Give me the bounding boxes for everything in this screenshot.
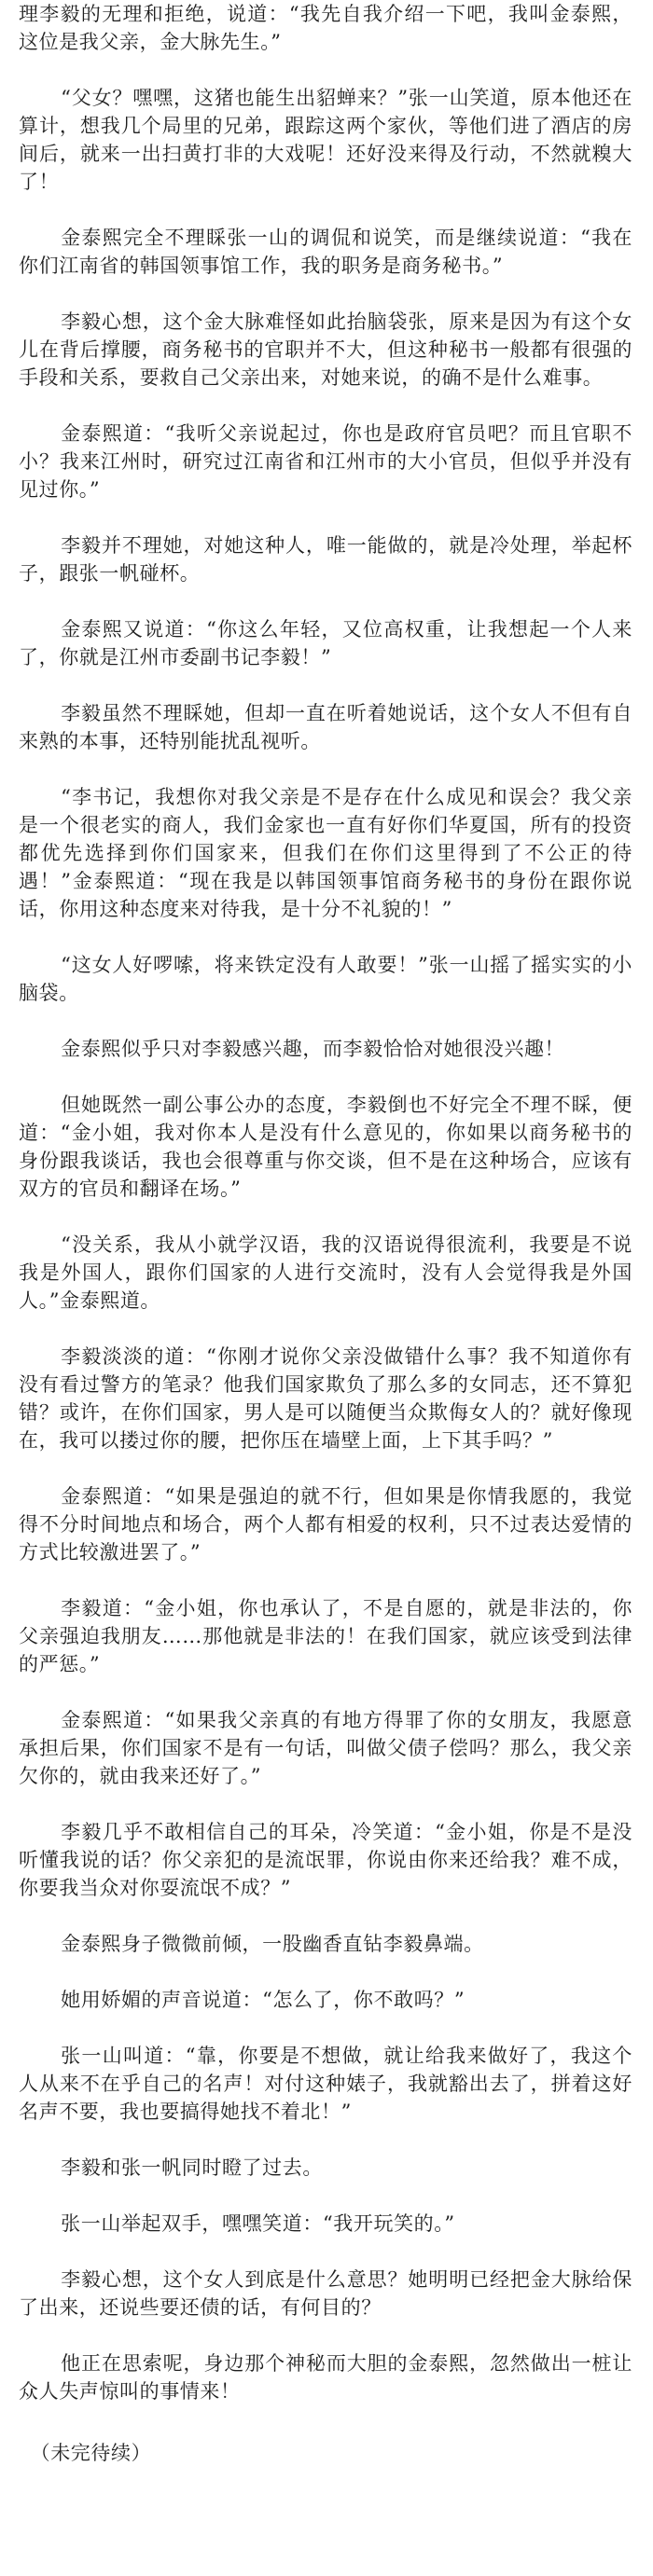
paragraph: 李毅虽然不理睬她，但却一直在听着她说话，这个女人不但有自来熟的本事，还特别能扰乱视听。	[19, 702, 632, 752]
paragraph: 他正在思索呢，身边那个神秘而大胆的金泰熙，忽然做出一桩让众人失声惊叫的事情来！	[19, 2352, 632, 2403]
paragraph: 李毅心想，这个金大脉难怪如此抬脑袋张，原来是因为有这个女儿在背后撑腰，商务秘书的官职并不大，但这种秘书一般都有很强的手段和关系，要救自己父亲出来，对她来说，的确不是什么难事。	[19, 310, 632, 389]
paragraph: 她用娇媚的声音说道：“怎么了，你不敢吗？”	[61, 1989, 465, 2011]
paragraph: 金泰熙似乎只对李毅感兴趣，而李毅恰恰对她很没兴趣！	[61, 1038, 565, 1060]
paragraph: 金泰熙完全不理睬张一山的调侃和说笑，而是继续说道：“我在你们江南省的韩国领事馆工作，我的职务是商务秘书。”	[19, 227, 632, 277]
paragraph: 李毅道：“金小姐，你也承认了，不是自愿的，就是非法的，你父亲强迫我朋友……那他就是非法的！在我们国家，就应该受到法律的严惩。”	[19, 1597, 632, 1675]
paragraph: 李毅并不理她，对她这种人，唯一能做的，就是冷处理，举起杯子，跟张一帆碰杯。	[19, 534, 632, 585]
paragraph: 李毅淡淡的道：“你刚才说你父亲没做错什么事？我不知道你有没有看过警方的笔录？他我们国家欺负了那么多的女同志，还不算犯错？或许，在你们国家，男人是可以随便当众欺侮女人的？就好像现在，我可以搂过你的腰，把你压在墙壁上面，上下其手吗？”	[19, 1345, 632, 1452]
to-be-continued: （未完待续）	[30, 2442, 152, 2464]
paragraph: 金泰熙道：“我听父亲说起过，你也是政府官员吧？而且官职不小？我来江州时，研究过江南省和江州市的大小官员，但似乎并没有见过你。”	[19, 422, 632, 501]
paragraph: “没关系，我从小就学汉语，我的汉语说得很流利，我要是不说我是外国人，跟你们国家的人进行交流时，没有人会觉得我是外国人。”金泰熙道。	[19, 1233, 632, 1312]
paragraph: 但她既然一副公事公办的态度，李毅倒也不好完全不理不睬，便道：“金小姐，我对你本人是没有什么意见的，你如果以商务秘书的身份跟我谈话，我也会很尊重与你交谈，但不是在这种场合，应该有双方的官员和翻译在场。”	[19, 1094, 632, 1200]
paragraph: “这女人好啰嗦，将来铁定没有人敢要！”张一山摇了摇实实的小脑袋。	[19, 954, 632, 1004]
paragraph: 金泰熙又说道：“你这么年轻，又位高权重，让我想起一个人来了，你就是江州市委副书记李毅！”	[19, 618, 632, 668]
paragraph: 理李毅的无理和拒绝，说道：“我先自我介绍一下吧，我叫金泰熙，这位是我父亲，金大脉先生。”	[19, 3, 632, 53]
paragraph: 金泰熙身子微微前倾，一股幽香直钻李毅鼻端。	[61, 1933, 484, 1955]
paragraph: “李书记，我想你对我父亲是不是存在什么成见和误会？我父亲是一个很老实的商人，我们金家也一直有好你们华夏国，所有的投资都优先选择到你们国家来，但我们在你们这里得到了不公正的待遇！”金泰熙道：“现在我是以韩国领事馆商务秘书的身份在跟你说话，你用这种态度来对待我，是十分不礼貌的！”	[19, 786, 632, 920]
paragraph: 金泰熙道：“如果是强迫的就不行，但如果是你情我愿的，我觉得不分时间地点和场合，两个人都有相爱的权利，只不过表达爱情的方式比较激进罢了。”	[19, 1485, 632, 1564]
paragraph: 金泰熙道：“如果我父亲真的有地方得罪了你的女朋友，我愿意承担后果，你们国家不是有一句话，叫做父债子偿吗？那么，我父亲欠你的，就由我来还好了。”	[19, 1709, 632, 1787]
paragraph: 张一山叫道：“靠，你要是不想做，就让给我来做好了，我这个人从来不在乎自己的名声！对付这种婊子，我就豁出去了，拼着这好名声不要，我也要搞得她找不着北！”	[19, 2045, 632, 2123]
paragraph: 李毅几乎不敢相信自己的耳朵，冷笑道：“金小姐，你是不是没听懂我说的话？你父亲犯的是流氓罪，你说由你来还给我？难不成，你要我当众对你耍流氓不成？”	[19, 1821, 632, 1899]
paragraph: 张一山举起双手，嘿嘿笑道：“我开玩笑的。”	[61, 2212, 455, 2235]
paragraph: 李毅心想，这个女人到底是什么意思？她明明已经把金大脉给保了出来，还说些要还债的话，有何目的？	[19, 2268, 632, 2319]
paragraph: 李毅和张一帆同时瞪了过去。	[61, 2156, 323, 2179]
paragraph: “父女？嘿嘿，这猪也能生出貂蝉来？”张一山笑道，原本他还在算计，想我几个局里的兄弟，跟踪这两个家伙，等他们进了酒店的房间后，就来一出扫黄打非的大戏呢！还好没来得及行动，不然就糗大了！	[19, 87, 632, 193]
